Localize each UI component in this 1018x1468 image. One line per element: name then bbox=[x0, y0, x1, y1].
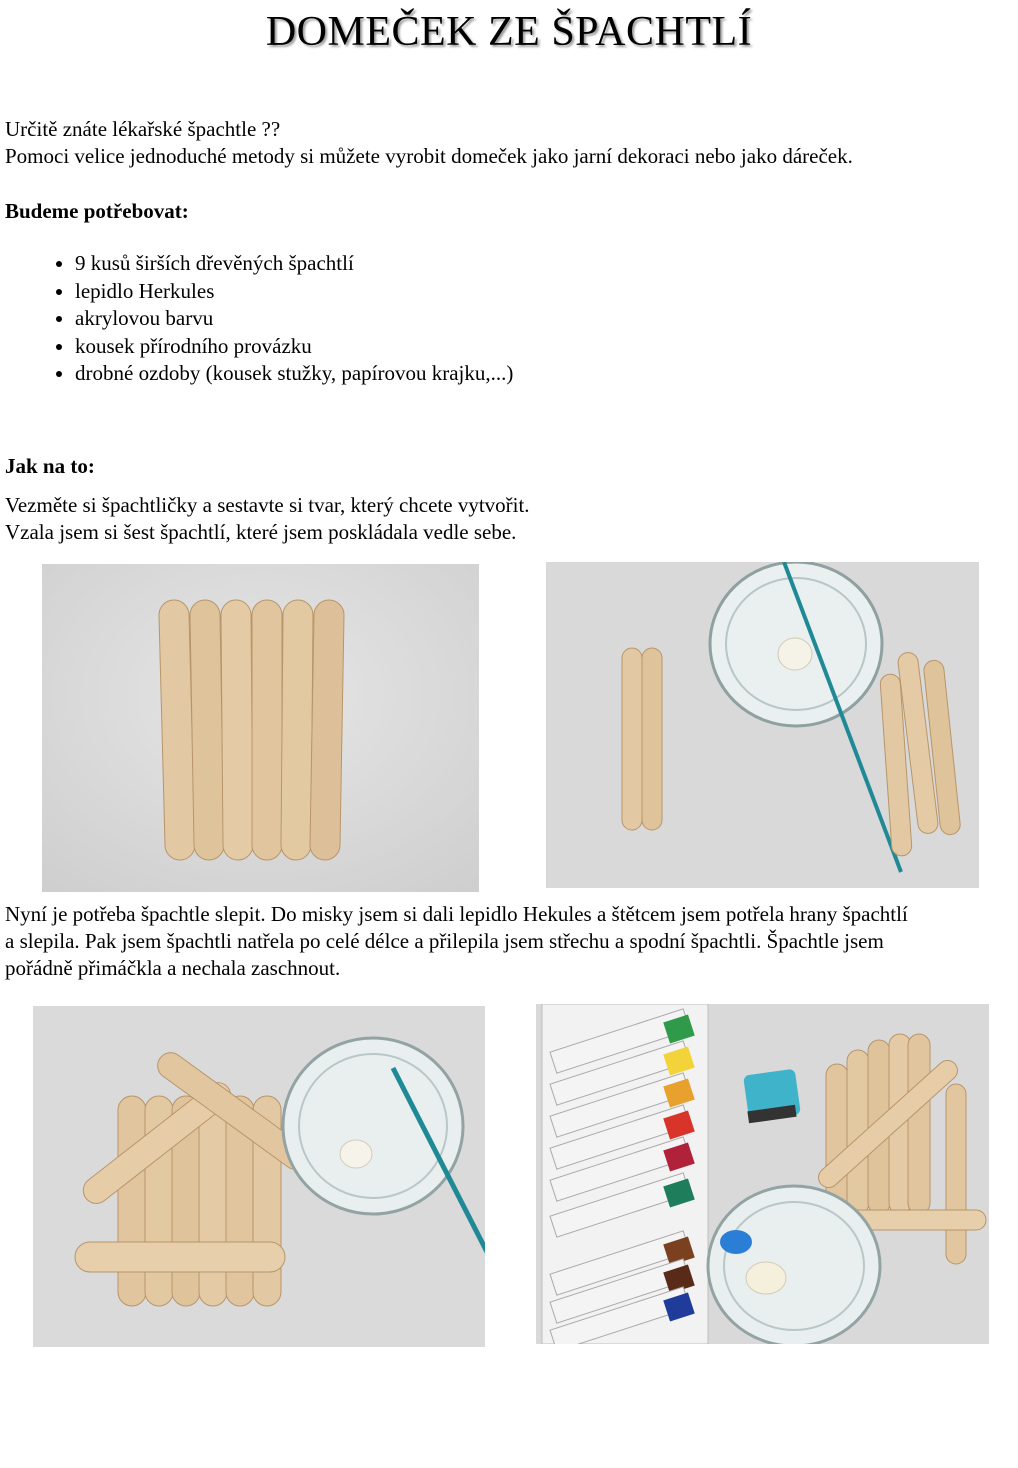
intro-line-2: Pomoci velice jednoduché metody si můžete vyrobit domeček jako jarní dekoraci nebo jako dáreček. bbox=[5, 144, 853, 168]
needs-list bbox=[0, 250, 513, 388]
list-item: • 9 kusů širších dřevěných špachtlí bbox=[75, 250, 513, 278]
photo-glue-bowl bbox=[546, 562, 979, 888]
needs-heading: Budeme potřebovat: bbox=[5, 199, 189, 223]
page-title: DOMEČEK ZE ŠPACHTLÍ bbox=[265, 9, 753, 55]
list-item: • kousek přírodního provázku bbox=[75, 333, 513, 361]
list-item: • lepidlo Herkules bbox=[75, 278, 513, 306]
howto-heading: Jak na to: bbox=[5, 454, 95, 478]
step2-line-3: pořádně přimáčkla a nechala zaschnout. bbox=[5, 956, 341, 980]
photo-glued-house bbox=[33, 1006, 485, 1347]
glue-bowl-image bbox=[546, 562, 979, 888]
paints-image bbox=[536, 1004, 989, 1344]
step2-line-2: a slepila. Pak jsem špachtli natřela po celé délce a přilepila jsem střechu a spodní špachtli. Špachtle jsem bbox=[5, 929, 884, 953]
photo-sticks-arranged bbox=[42, 564, 479, 892]
intro-line-1: Určitě znáte lékařské špachtle ?? bbox=[5, 117, 281, 141]
list-item: • drobné ozdoby (kousek stužky, papírovou krajku,...) bbox=[75, 360, 513, 388]
step2-line-1: Nyní je potřeba špachtle slepit. Do misky jsem si dali lepidlo Hekules a štětcem jsem potřela hrany špachtlí bbox=[5, 902, 908, 926]
sticks-arranged-image bbox=[42, 564, 479, 892]
photo-paints bbox=[536, 1004, 989, 1344]
list-item: • akrylovou barvu bbox=[75, 305, 513, 333]
howto-line-2: Vzala jsem si šest špachtlí, které jsem poskládala vedle sebe. bbox=[5, 520, 517, 544]
glued-house-image bbox=[33, 1006, 485, 1347]
howto-line-1: Vezměte si špachtličky a sestavte si tvar, který chcete vytvořit. bbox=[5, 493, 530, 517]
